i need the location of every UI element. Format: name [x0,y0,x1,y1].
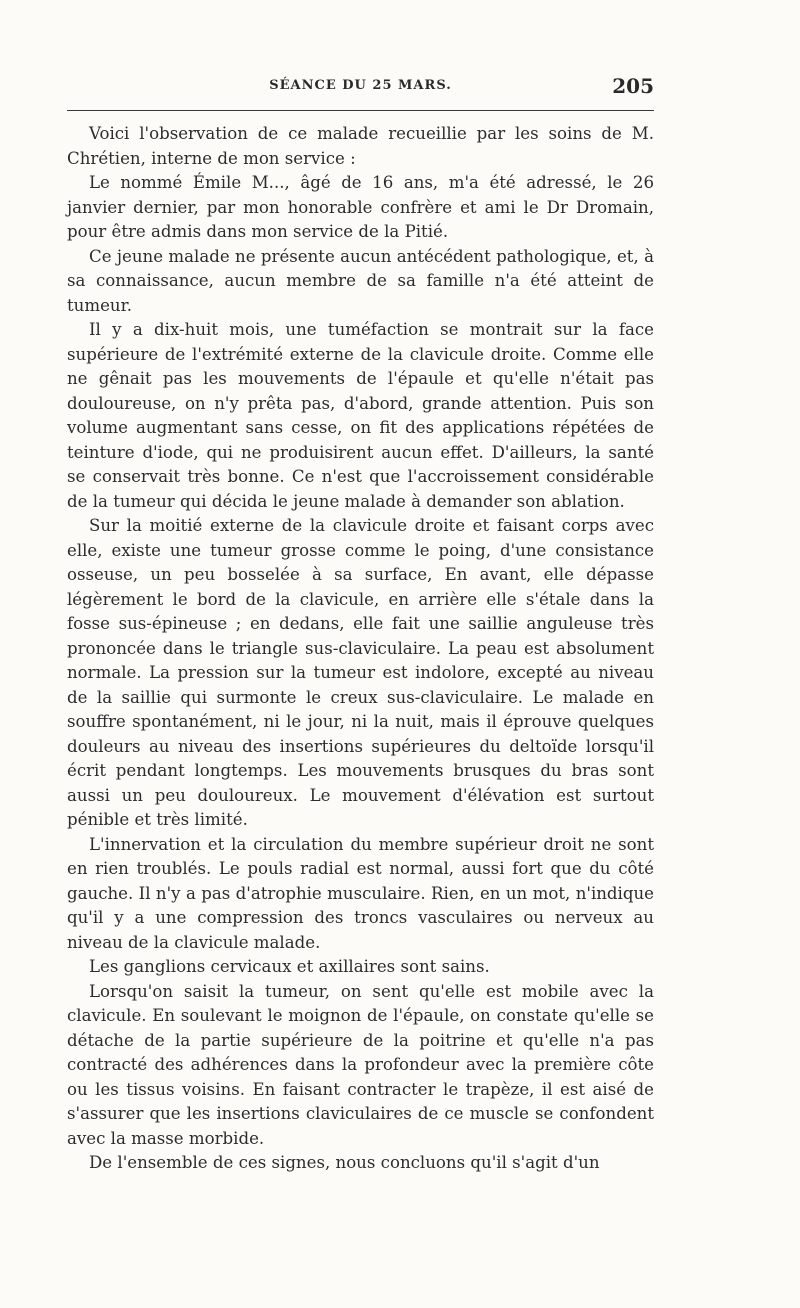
paragraph: Voici l'observation de ce malade recueillie par les soins de M. Chrétien, interne de mon service : [67,124,654,168]
paragraph: L'innervation et la circulation du membre supérieur droit ne sont en rien troublés. Le pouls radial est normal, aussi fort que du côté gauche. Il n'y a pas d'atrophie musculaire. Rien, en un mot, n'indique qu'il y a une compression des troncs vasculaires ou nerveux au niveau de la clavicule malade. [67,834,654,952]
paragraph: Sur la moitié externe de la clavicule droite et faisant corps avec elle, existe une tumeur grosse comme le poing, d'une consistance osseuse, un peu bosselée à sa surface, En avant, elle dépasse légèrement le bord de la clavicule, en arrière elle s'étale dans la fosse sus-épineuse ; en dedans, elle fait une saillie anguleuse très prononcée dans le triangle sus-claviculaire. La peau est absolument normale. La pression sur la tumeur est indolore, excepté au niveau de la saillie qui surmonte le creux sus-claviculaire. Le malade en souffre spontanément, ni le jour, ni la nuit, mais il éprouve quelques douleurs au niveau des insertions supérieures du deltoïde lorsqu'il écrit pendant longtemps. Les mouvements brusques du bras sont aussi un peu douloureux. Le mouvement d'élévation est surtout pénible et très limité. [67,516,654,829]
body-text [67,122,654,1176]
page-header [67,74,654,98]
paragraph: Ce jeune malade ne présente aucun antécédent pathologique, et, à sa connaissance, aucun membre de sa famille n'a été atteint de tumeur. [67,246,654,315]
running-title: SÉANCE DU 25 MARS. [269,78,452,93]
paragraph: Le nommé Émile M..., âgé de 16 ans, m'a été adressé, le 26 janvier dernier, par mon honorable confrère et ami le Dr Dromain, pour être admis dans mon service de la Pitié. [67,173,654,241]
paragraph: Lorsqu'on saisit la tumeur, on sent qu'elle est mobile avec la clavicule. En soulevant le moignon de l'épaule, on constate qu'elle se détache de la partie supérieure de la poitrine et qu'elle n'a pas contracté des adhérences dans la profondeur avec la première côte ou les tissus voisins. En faisant contracter le trapèze, il est aisé de s'assurer que les insertions claviculaires de ce muscle se confondent avec la masse morbide. [67,981,654,1148]
paragraph: De l'ensemble de ces signes, nous concluons qu'il s'agit d'un [89,1153,600,1172]
page-number: 205 [612,74,654,98]
header-rule [67,110,654,111]
paragraph: Il y a dix-huit mois, une tuméfaction se montrait sur la face supérieure de l'extrémité externe de la clavicule droite. Comme elle ne gênait pas les mouvements de l'épaule et qu'elle n'était pas douloureuse, on n'y prêta pas, d'abord, grande attention. Puis son volume augmentant sans cesse, on fit des applications répétées de teinture d'iode, qui ne produisirent aucun effet. D'ailleurs, la santé se conservait très bonne. Ce n'est que l'accroissement considérable de la tumeur qui décida le jeune malade à demander son ablation. [67,320,654,511]
paragraph: Les ganglions cervicaux et axillaires sont sains. [89,957,490,976]
